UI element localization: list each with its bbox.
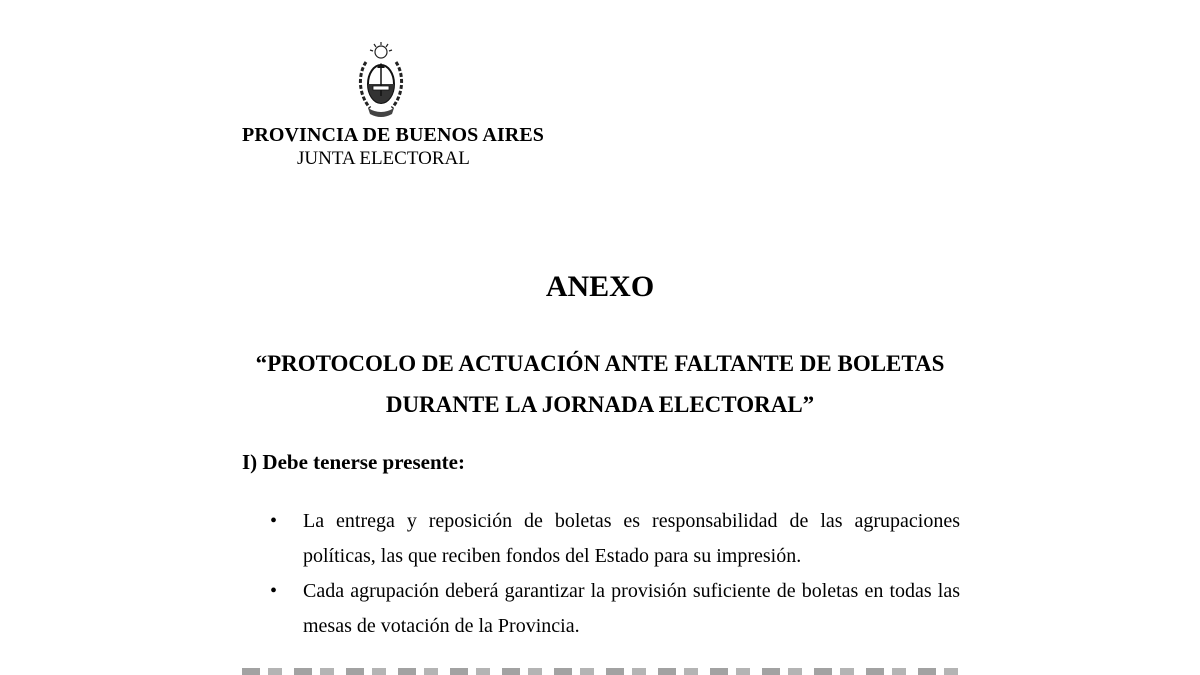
document-subtitle bbox=[220, 343, 980, 425]
document-title: ANEXO bbox=[545, 270, 655, 303]
list-item bbox=[270, 504, 960, 574]
section-heading: I) Debe tenerse presente: bbox=[242, 450, 465, 474]
list-item-text: Cada agrupación deberá garantizar la provisión suficiente de boletas en todas las mesas de votación de la Provincia. bbox=[303, 580, 960, 637]
subtitle-line-1: “PROTOCOLO DE ACTUACIÓN ANTE FALTANTE DE BOLETAS bbox=[255, 351, 945, 376]
header-province: PROVINCIA DE BUENOS AIRES bbox=[242, 124, 545, 146]
coat-of-arms-icon bbox=[356, 42, 406, 120]
list-item bbox=[270, 574, 960, 644]
subtitle-line-2: DURANTE LA JORNADA ELECTORAL” bbox=[385, 392, 815, 417]
truncated-next-line bbox=[242, 668, 960, 675]
bullet-list bbox=[270, 504, 960, 644]
bullet-icon: • bbox=[270, 510, 278, 532]
header-board: JUNTA ELECTORAL bbox=[297, 148, 470, 169]
bullet-icon: • bbox=[270, 580, 278, 602]
list-item-text: La entrega y reposición de boletas es responsabilidad de las agrupaciones políticas, las que reciben fondos del Estado para su impresión. bbox=[303, 510, 960, 567]
